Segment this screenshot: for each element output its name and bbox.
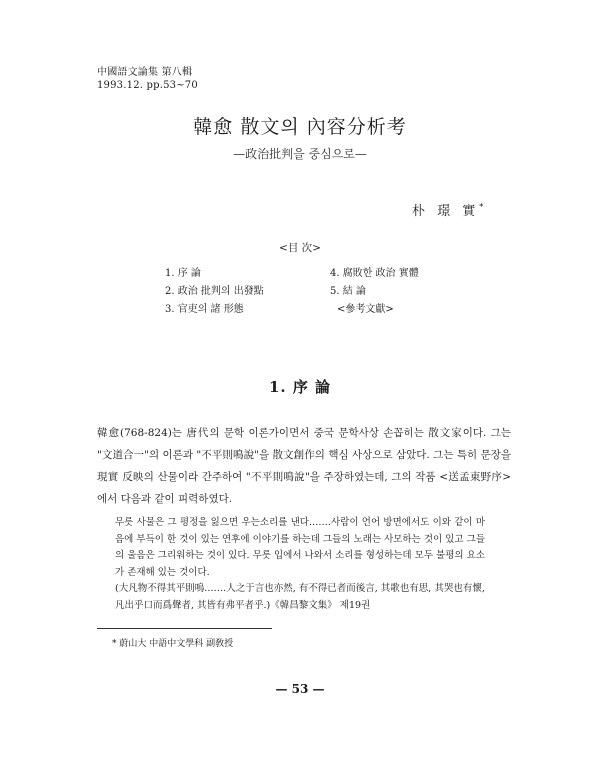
toc-item: 4. 腐敗한 政治 實體 <box>330 268 419 279</box>
toc-item: <參考文獻> <box>337 304 394 315</box>
footnote: * 蔚山大 中語中文學科 副敎授 <box>112 639 234 649</box>
toc-item: 3. 官吏의 諸 形態 <box>165 304 244 315</box>
author-footnote-mark: * <box>479 202 484 212</box>
quote-source: (大凡物不得其平則鳴.……人之于言也亦然, 有不得已者而後言, 其歌也有思, 其哭也有懷, 凡出乎口而爲聲者, 其皆有弗平者乎.)《韓昌黎文集》 제19권 <box>115 583 485 611</box>
toc-item: 1. 序 論 <box>165 268 201 279</box>
author-name <box>412 200 483 219</box>
toc-item: 5. 結 論 <box>330 286 366 297</box>
journal-name: 中國語文論集 第八輯 <box>97 67 193 78</box>
footnote-divider <box>97 628 272 629</box>
toc-heading: <目 次> <box>279 242 321 254</box>
intro-paragraph: 韓愈(768-824)는 唐代의 문학 이론가이면서 중국 문학사상 손꼽히는 散文家이다. 그는 "文道合一"의 이론과 "不平則鳴說"을 散文創作의 핵심 사상으로 삼았다. 그는 특히 문장을 現實 反映의 산물이라 간주하여 "不平則鳴說"을 주장하였는데, 그의 작품 <送孟東野序>에서 다음과 같이 피력하였다. <box>97 427 511 505</box>
journal-pages: 1993.12. pp.53~70 <box>97 80 198 91</box>
section-heading: 1. 序 論 <box>268 378 332 396</box>
paper-subtitle: —政治批判을 중심으로— <box>233 147 367 161</box>
toc-item: 2. 政治 批判의 出發點 <box>165 286 264 297</box>
paper-title: 韓愈 散文의 內容分析考 <box>193 116 407 138</box>
author-name-text: 朴 璟 實 <box>412 204 480 219</box>
block-quote: 무릇 사물은 그 평정을 잃으면 우는소리를 낸다.……사람이 언어 방면에서도 이와 같이 마음에 부득이 한 것이 있는 연후에 이야기를 하는데 그들의 노래는 사모하는 것이 있고 그들의 울음은 그리워하는 것이 있다. 무릇 입에서 나와서 소리를 형성하는데 모두 불평의 요소가 존재해 있는 것이다. <box>115 517 485 578</box>
page-number: — 53 — <box>275 682 325 696</box>
